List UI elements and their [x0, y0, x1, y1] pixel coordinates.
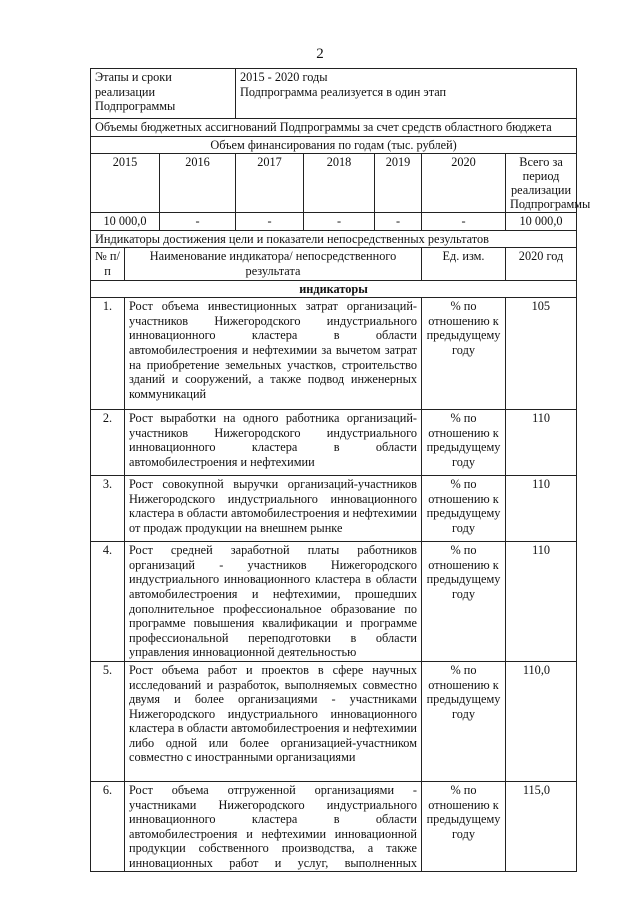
indicator-unit: % по отношению к предыдущему году	[422, 476, 506, 542]
indicator-unit: % по отношению к предыдущему году	[422, 661, 506, 781]
indicator-unit: % по отношению к предыдущему году	[422, 410, 506, 476]
stages-value	[236, 69, 577, 119]
col-year-header: 2020 год	[506, 248, 577, 280]
budget-value: 10 000,0	[91, 213, 160, 231]
passport-table	[90, 68, 591, 872]
budget-subtitle-row	[91, 136, 577, 154]
indicator-name: Рост объема отгруженной организациями - участниками Нижегородского индустриального инновационного кластера в области автомобилестроения и нефтехимии инновационной продукции собственного производства, а также инновационных работ и услуг, выполненных	[125, 781, 422, 872]
indicator-unit: % по отношению к предыдущему году	[422, 298, 506, 410]
budget-year-header: 2015	[91, 154, 160, 213]
indicator-row	[91, 781, 577, 872]
indicator-row	[91, 298, 577, 410]
page-number: 2	[316, 46, 324, 62]
indicator-value: 105	[506, 298, 577, 410]
budget-values-row	[91, 213, 577, 231]
budget-year-header: 2017	[236, 154, 304, 213]
indicator-name: Рост объема инвестиционных затрат организаций-участников Нижегородского индустриального инновационного кластера в области автомобилестроения и нефтехимии за вычетом затрат на приобретение земельных участков, строительство зданий и сооружений, а также подвод инженерных коммуникаций	[125, 298, 422, 410]
indicator-value: 110	[506, 410, 577, 476]
stages-row	[91, 69, 577, 119]
indicator-value: 110	[506, 476, 577, 542]
indicator-row	[91, 661, 577, 781]
col-num-header: № п/п	[91, 248, 125, 280]
indicator-name: Рост объема работ и проектов в сфере научных исследований и разработок, выполняемых совместно двумя и более организациями - участниками Нижегородского индустриального инновационного кластера в области автомобилестроения и нефтехимии либо одной или более организацией-участником совместно с иностранными организациями	[125, 661, 422, 781]
col-name-header: Наименование индикатора/ непосредственного результата	[125, 248, 422, 280]
budget-value: -	[236, 213, 304, 231]
indicators-group-row	[91, 280, 577, 298]
indicator-num: 1.	[91, 298, 125, 410]
indicators-group-title: индикаторы	[91, 280, 577, 298]
budget-total-value: 10 000,0	[506, 213, 577, 231]
indicator-row	[91, 410, 577, 476]
indicators-header-row	[91, 248, 577, 280]
indicators-section-row	[91, 230, 577, 248]
stages-years: 2015 - 2020 годы	[240, 70, 328, 84]
indicator-row	[91, 542, 577, 662]
indicator-num: 6.	[91, 781, 125, 872]
col-unit-header: Ед. изм.	[422, 248, 506, 280]
passport-table-container	[90, 68, 591, 872]
budget-value: -	[375, 213, 422, 231]
stages-note: Подпрограмма реализуется в один этап	[240, 84, 447, 99]
budget-year-header: 2016	[160, 154, 236, 213]
budget-total-header: Всего за период реализации Подпрограммы	[506, 154, 577, 213]
indicator-value: 115,0	[506, 781, 577, 872]
budget-value: -	[304, 213, 375, 231]
budget-subtitle: Объем финансирования по годам (тыс. рублей)	[91, 136, 577, 154]
stages-label: Этапы и сроки реализации Подпрограммы	[91, 69, 236, 119]
indicator-name: Рост совокупной выручки организаций-участников Нижегородского индустриального инновационного кластера в области автомобилестроения и нефтехимии от продаж продукции на внешнем рынке	[125, 476, 422, 542]
budget-value: -	[422, 213, 506, 231]
indicators-section-title: Индикаторы достижения цели и показатели непосредственных результатов	[91, 230, 577, 248]
budget-year-header: 2020	[422, 154, 506, 213]
budget-year-header: 2019	[375, 154, 422, 213]
indicator-unit: % по отношению к предыдущему году	[422, 781, 506, 872]
budget-value: -	[160, 213, 236, 231]
indicator-value: 110	[506, 542, 577, 662]
indicator-num: 5.	[91, 661, 125, 781]
indicator-name: Рост средней заработной платы работников организаций - участников Нижегородского индустриального инновационного кластера в области автомобилестроения и нефтехимии, прошедших дополнительное профессиональное образование по программе повышения квалификации и программе профессиональной переподготовки в области управления инновационной деятельностью	[125, 542, 422, 662]
indicator-num: 2.	[91, 410, 125, 476]
indicator-num: 3.	[91, 476, 125, 542]
indicator-row	[91, 476, 577, 542]
budget-year-header: 2018	[304, 154, 375, 213]
budget-years-row	[91, 154, 577, 213]
budget-title-row	[91, 119, 577, 137]
budget-title: Объемы бюджетных ассигнований Подпрограммы за счет средств областного бюджета	[91, 119, 577, 137]
indicator-name: Рост выработки на одного работника организаций-участников Нижегородского индустриального инновационного кластера в области автомобилестроения и нефтехимии	[125, 410, 422, 476]
indicator-value: 110,0	[506, 661, 577, 781]
indicator-num: 4.	[91, 542, 125, 662]
indicator-unit: % по отношению к предыдущему году	[422, 542, 506, 662]
